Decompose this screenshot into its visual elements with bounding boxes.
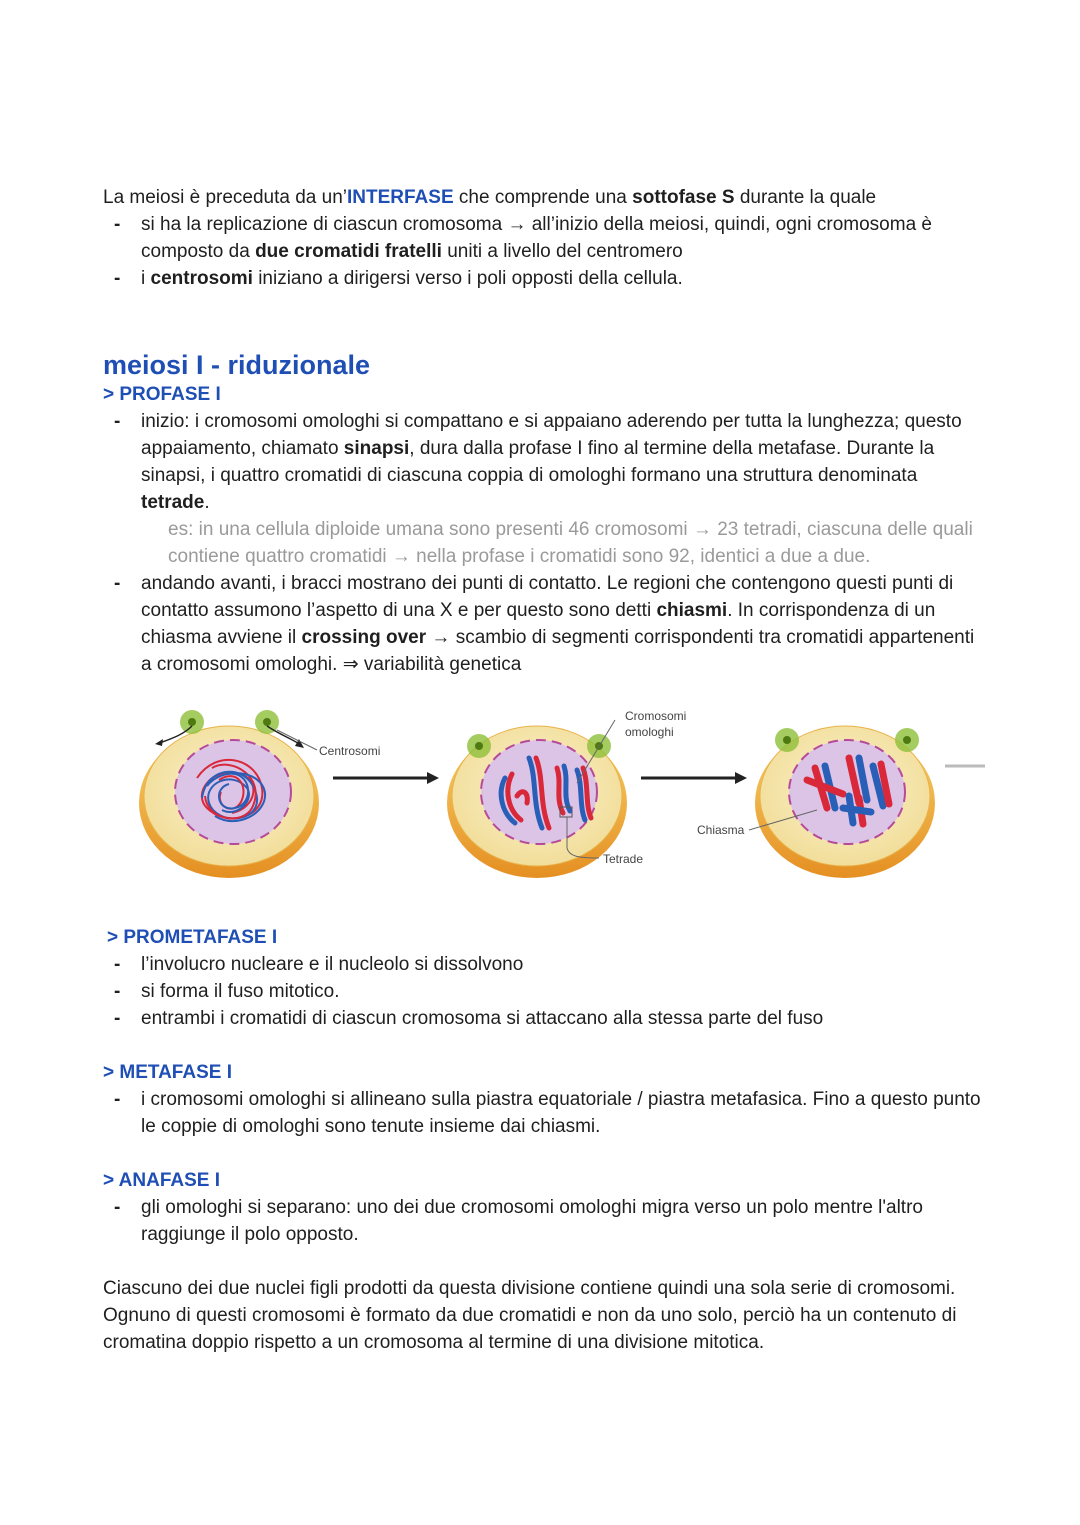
document-page bbox=[103, 184, 983, 1356]
list-item bbox=[103, 265, 983, 292]
prophase-illustration bbox=[137, 708, 987, 878]
item-text: . bbox=[204, 492, 210, 513]
metafase-heading: > METAFASE I bbox=[103, 1062, 232, 1083]
arrow-icon bbox=[333, 772, 439, 784]
bold-term: due cromatidi fratelli bbox=[255, 241, 442, 262]
section-title: meiosi I - riduzionale bbox=[103, 350, 371, 380]
list-item bbox=[103, 408, 983, 516]
item-text: inizio: i cromosomi omologhi si compattano e si appaiano aderendo per tutta la lunghezza; questo appaiamento, chiamato bbox=[141, 411, 962, 459]
arrow-icon bbox=[641, 772, 747, 784]
profase-heading: > PROFASE I bbox=[103, 384, 221, 405]
prometafase-heading: > PROMETAFASE I bbox=[107, 927, 278, 948]
item-text: si ha la replicazione di ciascun cromosoma → all’inizio della meiosi, quindi, ogni cromosoma è composto da bbox=[141, 214, 932, 262]
bold-term: sinapsi bbox=[343, 438, 410, 459]
item-text: . In corrispondenza di un chiasma avviene il bbox=[141, 600, 936, 648]
bold-term: tetrade bbox=[141, 492, 205, 513]
cell-stage-3 bbox=[697, 726, 985, 878]
label-cromosomi-2: omologhi bbox=[625, 725, 674, 739]
example-note: es: in una cellula diploide umana sono presenti 46 cromosomi → 23 tetradi, ciascuna delle quali contiene quattro cromatidi → nella profase i cromatidi sono 92, identici a due a due. bbox=[168, 519, 973, 567]
conclusion-paragraph: Ciascuno dei due nuclei figli prodotti da questa divisione contiene quindi una sola serie di cromosomi. Ognuno di questi cromosomi è formato da due cromatidi e non da uno solo, perciò ha un contenuto di cromatina doppio rispetto a un cromosoma al termine di una divisione mitotica. bbox=[103, 1278, 957, 1353]
profase-list-2 bbox=[103, 570, 983, 678]
intro-paragraph bbox=[103, 184, 983, 211]
intro-text: durante la quale bbox=[734, 187, 877, 208]
item-text: andando avanti, i bracci mostrano dei punti di contatto. Le regioni che contengono questi punti di contatto assumono l’aspetto di una X e per questo sono detti bbox=[141, 573, 954, 621]
list-item: - i cromosomi omologhi si allineano sulla piastra equatoriale / piastra metafasica. Fino a questo punto le coppie di omologhi sono tenute insieme dai chiasmi. bbox=[103, 1086, 983, 1140]
list-item: - entrambi i cromatidi di ciascun cromosoma si attaccano alla stessa parte del fuso bbox=[103, 1005, 983, 1032]
interfase-keyword: INTERFASE bbox=[347, 187, 454, 208]
list-item: - si forma il fuso mitotico. bbox=[103, 978, 983, 1005]
anafase-heading: > ANAFASE I bbox=[103, 1170, 221, 1191]
list-item: - l’involucro nucleare e il nucleolo si dissolvono bbox=[103, 951, 983, 978]
profase-list bbox=[103, 408, 983, 516]
label-chiasma: Chiasma bbox=[697, 823, 745, 837]
label-cromosomi-1: Cromosomi bbox=[625, 709, 687, 723]
metafase-list bbox=[103, 1086, 983, 1140]
intro-text: La meiosi è preceduta da un’ bbox=[103, 187, 347, 208]
intro-text: che comprende una bbox=[453, 187, 633, 208]
sottofase-keyword: sottofase S bbox=[632, 187, 735, 208]
item-text: iniziano a dirigersi verso i poli opposti della cellula. bbox=[252, 268, 683, 289]
item-text: uniti a livello del centromero bbox=[441, 241, 683, 262]
item-text: , dura dalla profase I fino al termine della metafase. Durante la sinapsi, i quattro cromatidi di ciascuna coppia di omologhi formano una struttura denominata bbox=[141, 438, 935, 486]
cell-stage-1 bbox=[139, 710, 380, 878]
list-item bbox=[103, 211, 983, 265]
label-tetrade: Tetrade bbox=[603, 852, 644, 866]
item-text: i bbox=[141, 268, 151, 289]
bold-term: crossing over bbox=[301, 627, 427, 648]
list-item: - gli omologhi si separano: uno dei due cromosomi omologhi migra verso un polo mentre l'altro raggiunge il polo opposto. bbox=[103, 1194, 983, 1248]
intro-list bbox=[103, 211, 983, 292]
cell-stage-2 bbox=[447, 709, 686, 878]
label-centrosomi: Centrosomi bbox=[319, 744, 381, 758]
anafase-list bbox=[103, 1194, 983, 1248]
list-item bbox=[103, 570, 983, 678]
bold-term: centrosomi bbox=[150, 268, 253, 289]
prophase-diagram bbox=[137, 708, 987, 878]
item-text: → scambio di segmenti corrispondenti tra cromatidi appartenenti a cromosomi omologhi. ⇒ variabilità genetica bbox=[141, 627, 975, 675]
prometafase-list bbox=[103, 951, 983, 1032]
bold-term: chiasmi bbox=[656, 600, 728, 621]
